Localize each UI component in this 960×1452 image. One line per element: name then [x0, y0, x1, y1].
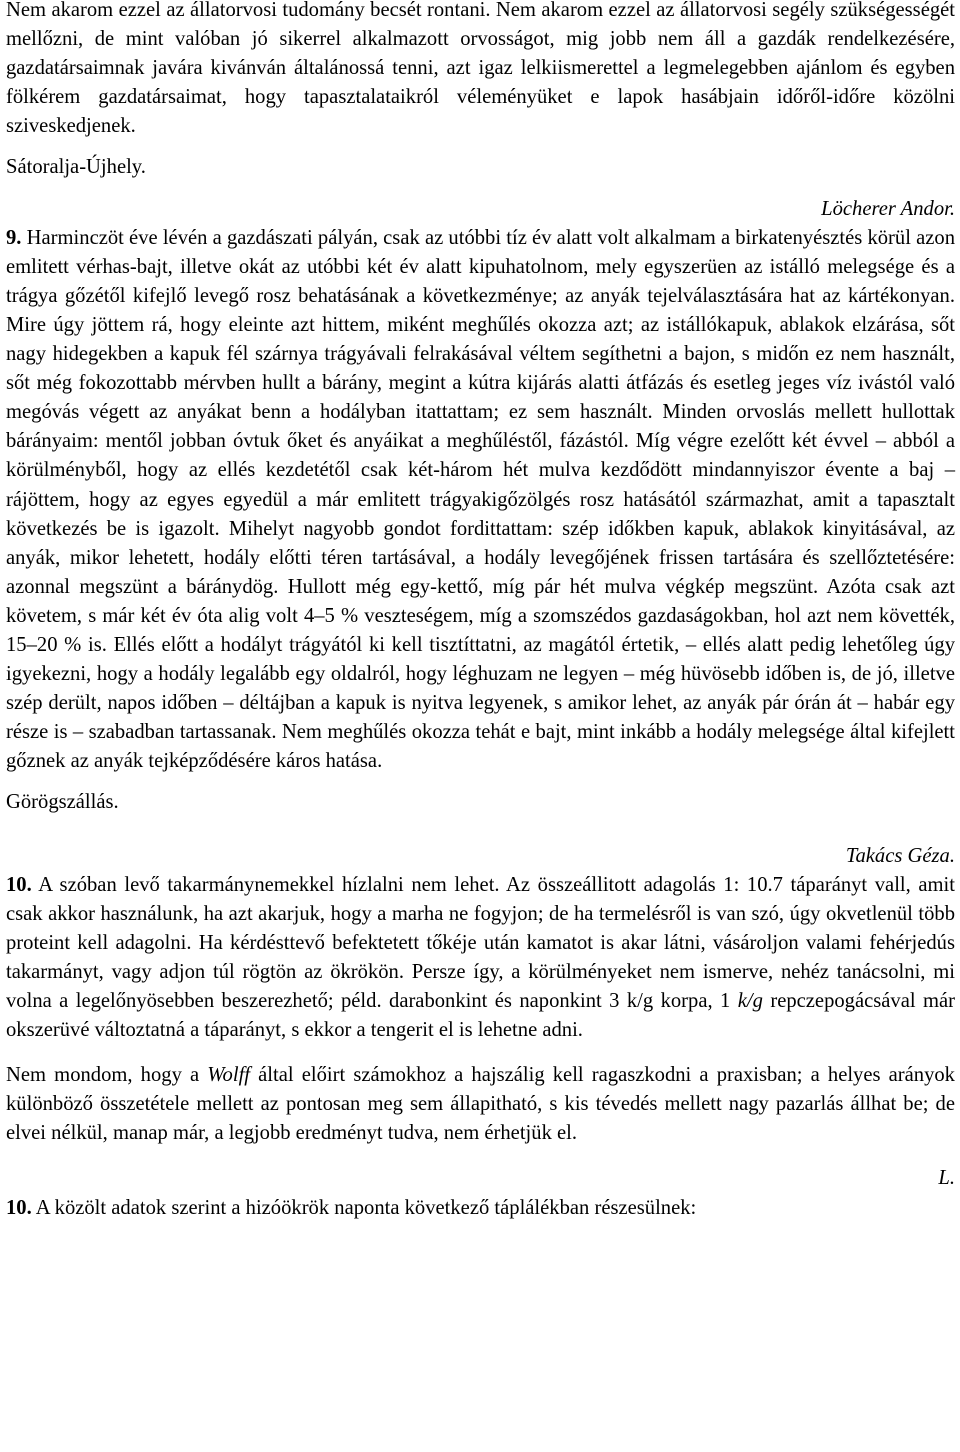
article-text: A közölt adatok szerint a hizóökrök naponta következő táplálékban részesülnek: — [35, 1196, 697, 1219]
article-text: Harminczöt éve lévén a gazdászati pályán, csak az utóbbi tíz év alatt volt alkalmam a birkatenyésztés körül azon emlitett vérhas-bajt, illetve okát az utóbbi két év alatt kipuhatolnom, mely egyszerüen az istálló melegsége és a trágya gőzétől kifejlő levegő rosz behatásának a következménye; az anyák tejelválasztására hat az kártékonyan. Mire úgy jöttem rá, hogy eleinte azt hittem, miként meghűlés okozza azt; az istállókapuk, ablakok elzárása, sőt nagy hidegekben a kapuk fél szárnya trágyávali felrakásával véltem segíthetni a bajon, s midőn ez nem használt, sőt még fokozottabb mérvben hullt a bárány, megint a kútra kijárás alatti átfázás és esetleg jeges víz ivástól való megóvás végett az anyákat benn a hodályban itattattam; ez sem használt. Minden orvoslás mellett hullottak bárányaim: mentől jobban óvtuk őket és anyáikat a meghűléstől, fázástól. Míg végre ezelőtt két évvel – abból a körülményből, hogy az ellés kezdetétől csak két-három hét mulva kezdődött mindannyiszor évente a baj – rájöttem, hogy az egyes egyedül a már emlitett trágyakigőzölgés rosz hatásától származhat, amit a tapasztalt következés be is igazolt. Mihelyt nagyobb gondot fordittattam: szép időkben kapuk, ablakok kinyitásával, az anyák, mikor lehetett, hodály előtti téren tartásával, a hodály levegőjének frissen tartására és szellőztetésére: azonnal megszünt a báránydög. Hullott még egy-kettő, míg pár hét mulva végkép megszünt. Azóta csak azt követem, s már két év óta alig volt 4–5 % veszteségem, míg a szomszédos gazdaságokban, hol azt nem követték, 15–20 % is. Ellés előtt a hodályt trágyától ki kell tisztíttatni, az magától értetik, – ellés alatt pedig lehetőleg úgy igyekezni, hogy a hodály legalább egy oldalról, hogy léghuzam ne legyen – még hüvösebb időben is, de jó, illetve szép derült, napos időben – déltájban a kapuk is nyitva legyenek, s amikor lehet, az anyák pár órán át – habár egy része is – szabadban tartassanak. Nem meghűlés okozza tehát e bajt, mint inkább a hodály melegsége által kifejlett gőznek az anyák tejképződésére káros hatása. — [6, 226, 955, 773]
place-name: Görögszállás. — [6, 791, 119, 814]
paragraph-intro: Nem akarom ezzel az állatorvosi tudomány becsét rontani. Nem akarom ezzel az állatorvosi segély szükségességét mellőzni, de mint valóban jó sikerrel alkalmazott orvosságot, mig jobb nem áll a gazdák rendelkezésére, gazdatársaimnak javára kivánván általánossá tenni, azt igaz lelkiismerettel a legmelegebben ajánlom és egyben fölkérem gazdatársaimat, hogy tapasztalataikról véleményüket e lapok hasábjain időről-időre közölni sziveskedjenek. — [6, 0, 955, 138]
document-page — [6, 0, 955, 1223]
paragraph-text-cont: által előirt számokhoz a hajszálig kell ragaszkodni a praxisban; a helyes arányok különböző összetétele mellett az pontosan meg sem állapitható, s kis tévedés mellett nagy pazarlás állhat be; de elvei nélkül, manap már, a legjobb eredményt tudva, nem érhetjük el. — [6, 1064, 955, 1145]
signature: Takács Géza. — [845, 844, 955, 867]
article-number: 10. — [6, 873, 32, 896]
signature: Löcherer Andor. — [821, 197, 955, 220]
article-9 — [6, 224, 955, 777]
unit-text: k/g — [737, 990, 763, 1012]
article-text: A szóban levő takarmánynemekkel hízlalni nem lehet. Az összeállitott adagolás 1: 10.7 táparányt vall, amit csak akkor használunk, ha azt akarjuk, hogy a marha ne fogyjon; de ha termelésről is van szó, úgy okvetlenül több proteint kell adagolni. Ha kérdésttevő befektetett tőkéje után kamatot is akar látni, vásároljon valami fehérjedús takarmányt, vagy adjon túl rögtön az ökrökön. Persze így, a körülményeket nem ismerve, nehéz tanácsolni, mi volna a legelőnyösebben beszerezhető; péld. darabonkint és naponkint 3 k/g korpa, 1 — [6, 873, 955, 1012]
article-number: 10. — [6, 1196, 32, 1219]
author-name: Wolff — [207, 1064, 251, 1087]
article-10-second — [6, 1194, 955, 1223]
article-number: 9. — [6, 226, 22, 249]
paragraph-text: Nem mondom, hogy a — [6, 1064, 200, 1087]
article-text-cont: repczepogácsával már okszerüvé változtatná a táparányt, s ekkor a tengerit el is lehetne adni. — [6, 990, 955, 1042]
signature: L. — [938, 1167, 955, 1190]
paragraph-wolff — [6, 1061, 955, 1148]
article-10 — [6, 871, 955, 1046]
place-name: Sátoralja-Újhely. — [6, 156, 146, 179]
